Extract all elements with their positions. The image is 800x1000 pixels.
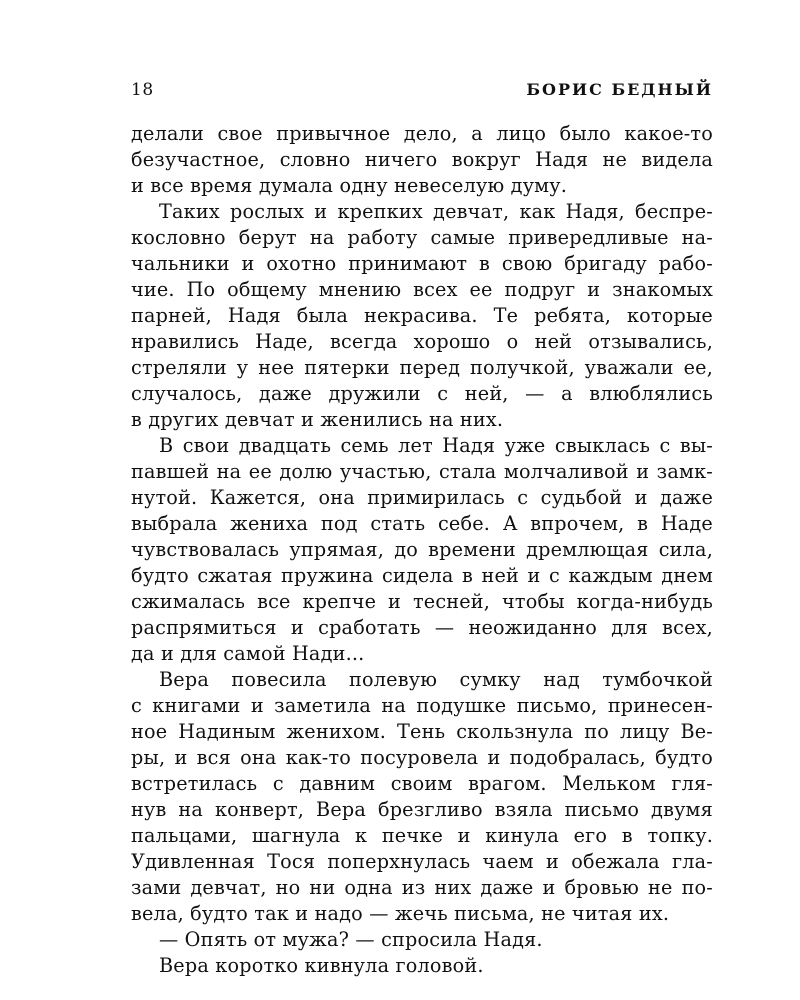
text-line: Таких рослых и крепких девчат, как Надя, беспре- [159, 200, 713, 223]
text-line: распрямиться и сработать — неожиданно для всех, [131, 616, 713, 639]
text-line: Удивленная Тося поперхнулась чаем и обежала гла- [131, 850, 713, 873]
text-line: делали свое привычное дело, а лицо было какое-то [131, 122, 713, 145]
page-number: 18 [131, 80, 154, 100]
text-line: чие. По общему мнению всех ее подруг и знакомых [131, 278, 713, 301]
text-line: да и для самой Нади... [131, 642, 365, 665]
text-line: павшей на ее долю участью, стала молчаливой и замк- [131, 460, 713, 483]
text-line: выбрала жениха под стать себе. А впрочем, в Наде [131, 512, 713, 535]
text-line: зами девчат, но ни одна из них даже и бровью не по- [131, 876, 713, 899]
text-line: случалось, даже дружили с ней, — а влюблялись [131, 382, 713, 405]
text-line: нравились Наде, всегда хорошо о ней отзывались, [131, 330, 713, 353]
text-line: стреляли у нее пятерки перед получкой, уважали ее, [131, 356, 713, 379]
text-line: нув на конверт, Вера брезгливо взяла письмо двумя [131, 798, 713, 821]
text-line: будто сжатая пружина сидела в ней и с каждым днем [131, 564, 713, 587]
text-line: безучастное, словно ничего вокруг Надя не видела [131, 148, 713, 171]
text-line: сжималась все крепче и тесней, чтобы когда-нибудь [131, 590, 713, 613]
text-line: чальники и охотно принимают в свою бригаду рабо- [131, 252, 713, 275]
text-line: Вера повесила полевую сумку над тумбочкой [159, 668, 713, 691]
text-line: Вера коротко кивнула головой. [159, 954, 484, 977]
text-line: ное Надиным женихом. Тень скользнула по лицу Ве- [131, 720, 713, 743]
text-line: пальцами, шагнула к печке и кинула его в топку. [131, 824, 713, 847]
text-line: чувствовалась упрямая, до времени дремлющая сила, [131, 538, 713, 561]
running-head [131, 80, 713, 108]
running-head-author: БОРИС БЕДНЫЙ [526, 80, 713, 99]
text-line: ры, и вся она как-то посуровела и подобралась, будто [131, 746, 713, 769]
text-line: вела, будто так и надо — жечь письма, не читая их. [131, 902, 670, 925]
text-line: в других девчат и женились на них. [131, 408, 504, 431]
text-line: и все время думала одну невеселую думу. [131, 174, 568, 197]
dialogue-line: — Опять от мужа? — спросила Надя. [159, 928, 543, 951]
text-line: с книгами и заметила на подушке письмо, принесен- [131, 694, 713, 717]
text-line: нутой. Кажется, она примирилась с судьбой и даже [131, 486, 713, 509]
text-line: парней, Надя была некрасива. Те ребята, которые [131, 304, 713, 327]
text-line: встретилась с давним своим врагом. Мельком гля- [131, 772, 713, 795]
text-line: кословно берут на работу самые привередливые на- [131, 226, 713, 249]
text-line: В свои двадцать семь лет Надя уже свыклась с вы- [159, 434, 713, 457]
body-text [131, 121, 713, 979]
